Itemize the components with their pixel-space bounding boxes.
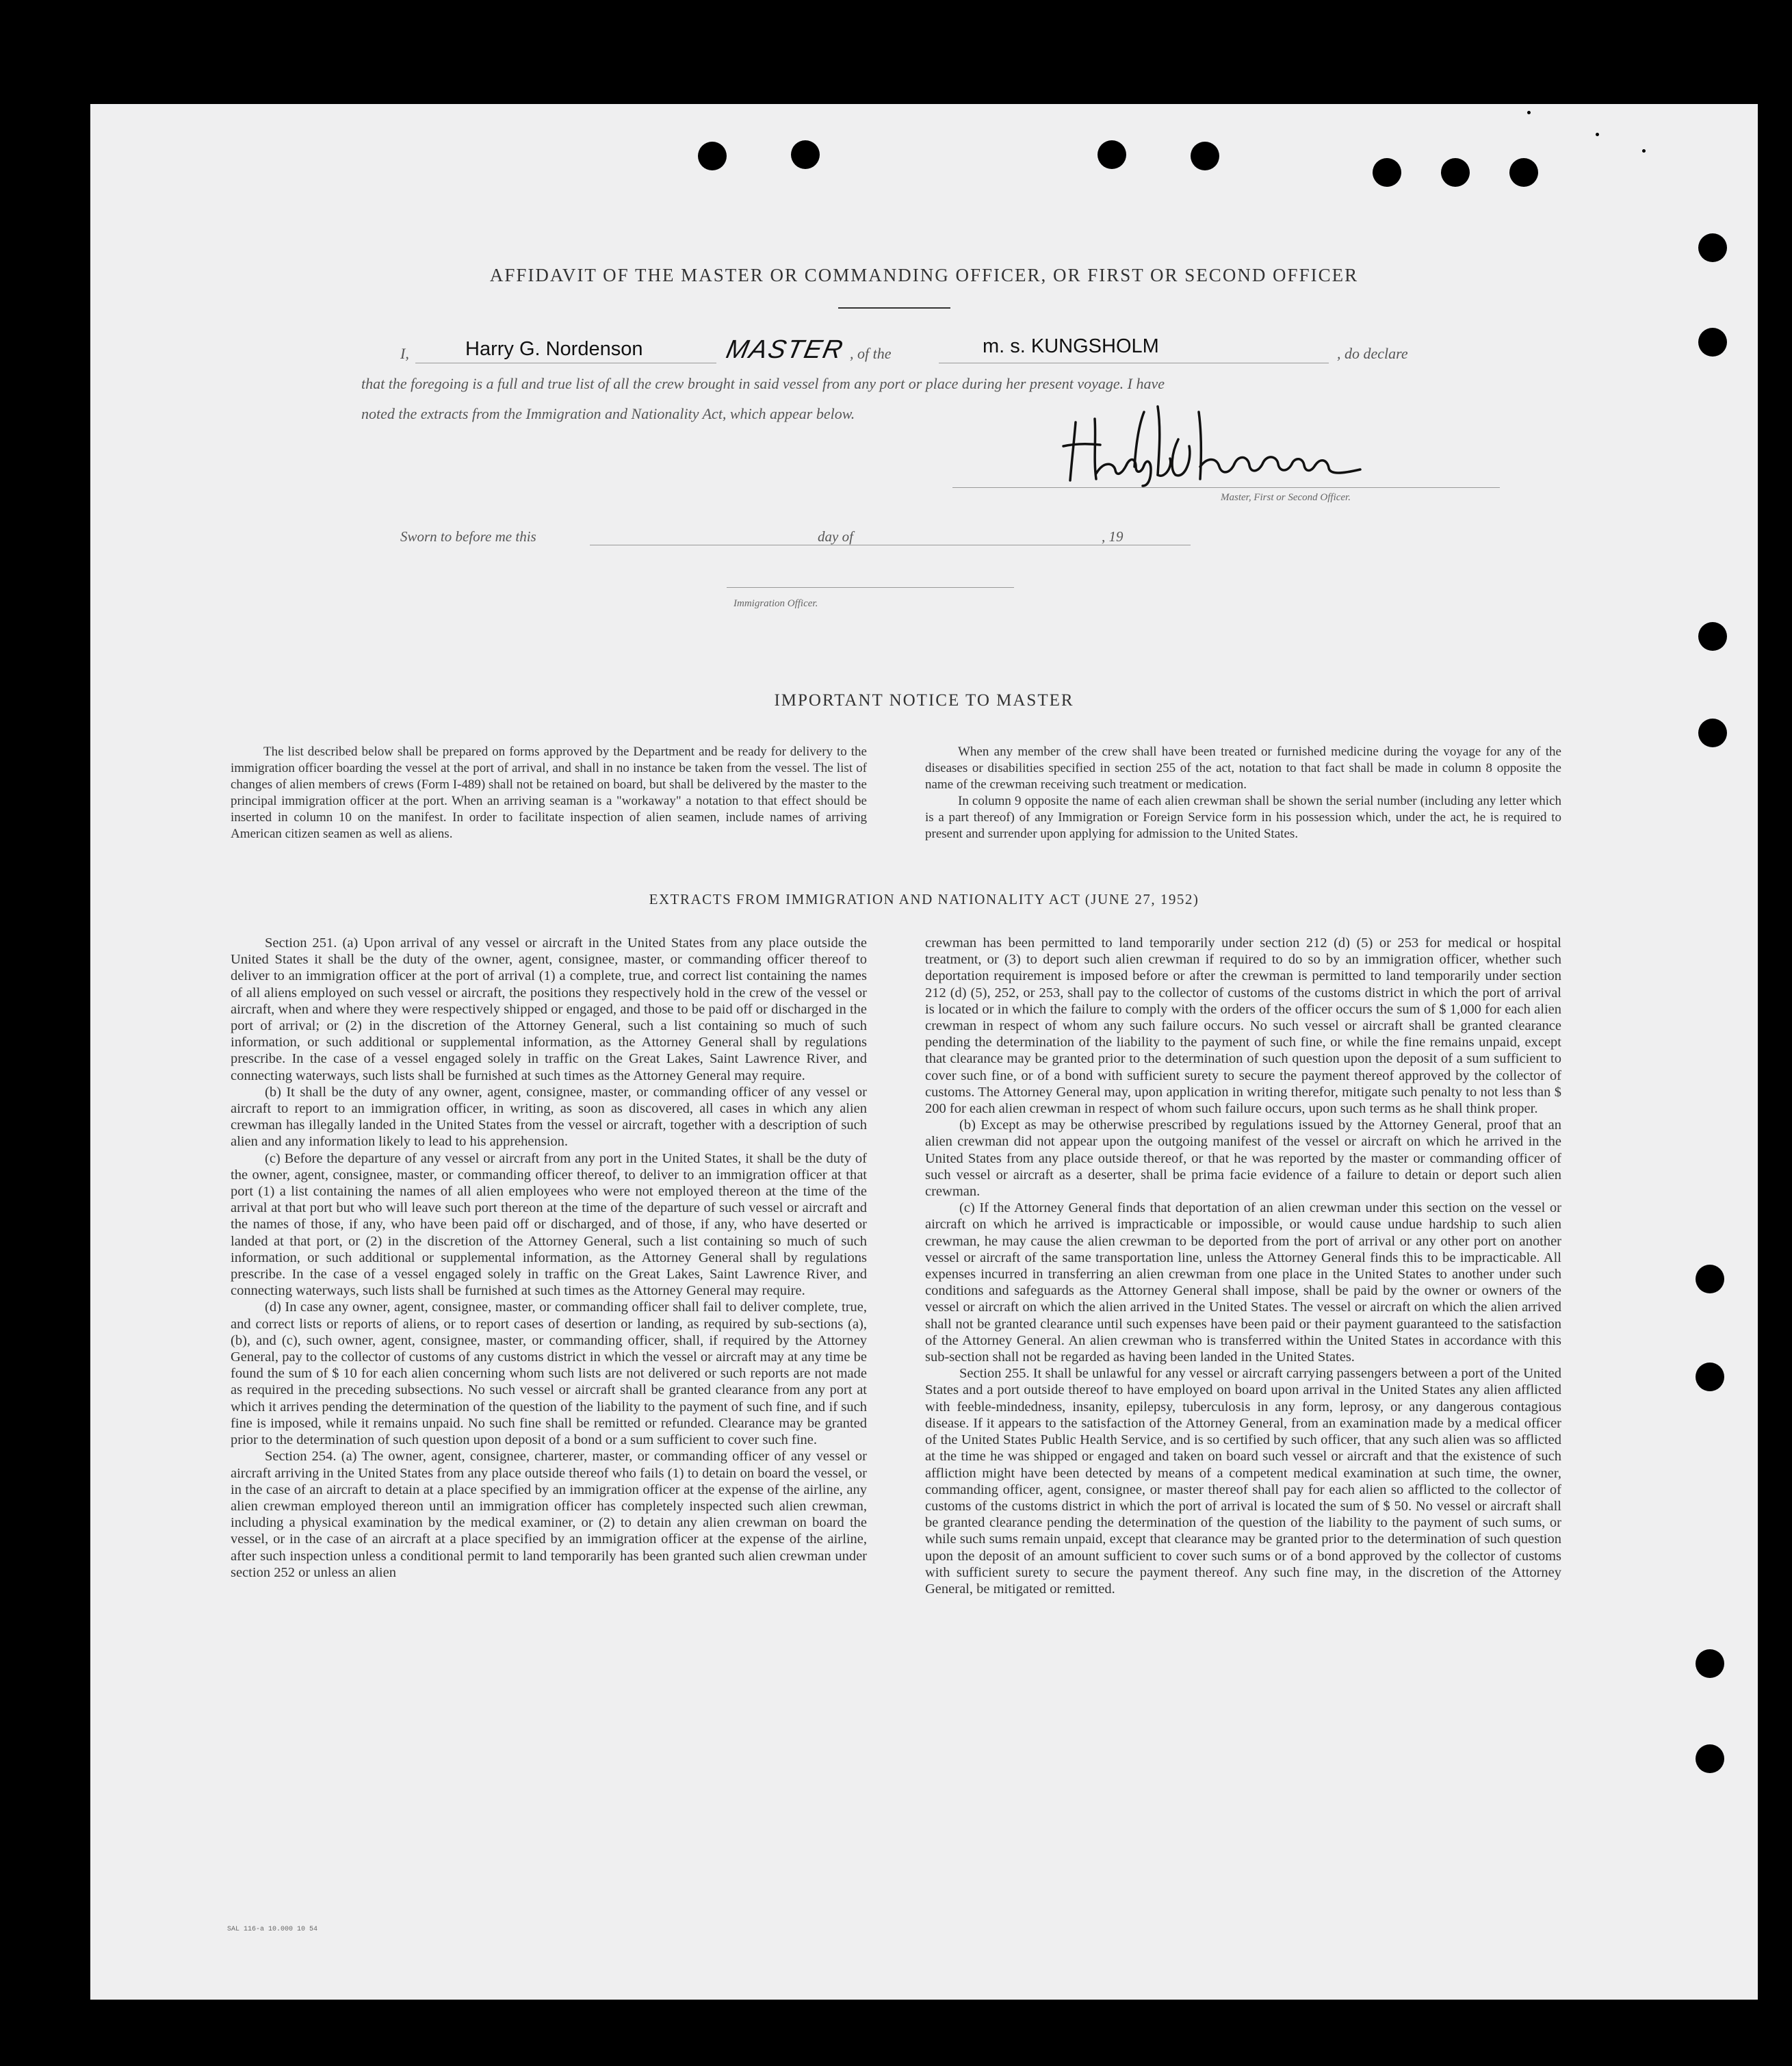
day-of-text: day of	[818, 528, 853, 545]
notice-paragraph: In column 9 opposite the name of each alien crewman shall be shown the serial number (including any letter which is a part thereof) of any Immigration or Foreign Service form in his possession which, under the act, he is required to present and surrender upon applying for admission to the United States.	[925, 794, 1561, 841]
title-rule	[838, 307, 950, 309]
punch-hole	[1698, 719, 1727, 747]
punch-hole	[1373, 158, 1401, 187]
punch-hole	[1698, 622, 1727, 651]
signer-caption: Master, First or Second Officer.	[1221, 492, 1351, 503]
affidavit-title: AFFIDAVIT OF THE MASTER OR COMMANDING OFFICER, OR FIRST OR SECOND OFFICER	[489, 265, 1359, 285]
extract-paragraph: Section 255. It shall be unlawful for any vessel or aircraft carrying passengers between a port of the United States and a port outside thereof to have employed on board upon arrival in the United States any alien afflicted with feeble-mindedness, insanity, epilepsy, tuberculosis in any form, leprosy, or any dangerous contagious disease. If it appears to the satisfaction of the Attorney General, from an examination made by a medical officer of the United States Public Health Service, and is so certified by such officer, that any such alien was so afflicted at the time he was shipped or engaged and taken on board such vessel or aircraft and that the existence of such affliction might have been detected by means of a competent medical examination at such time, the owner, commanding officer, agent, consignee, or master thereof shall pay for each alien so afflicted to the collector of customs of the customs district in which the port of arrival is located the sum of $ 50. No vessel or aircraft shall be granted clearance pending the determination of the question of the liability to the payment of such sums, or while such sums remain unpaid, except that clearance may be granted prior to the determination of such question upon the deposit of an amount sufficient to cover such sums or of a bond approved by the collector of customs with sufficient surety to secure the payment thereof. Any such fine may, in the discretion of the Attorney General, be mitigated or remitted.	[925, 1366, 1561, 1597]
extract-paragraph: (c) Before the departure of any vessel or aircraft from any port in the United States, it shall be the duty of the owner, agent, consignee, master, or commanding officer thereof, to deliver to an immigration officer at that port (1) a list containing the names of all alien employees who were not employed thereon at the time of the arrival at that port but who will leave such port thereon at the time of the departure of such vessel or aircraft and the names of those, if any, who have been paid off or discharged, and of those, if any, who have deserted or landed at that port, or (2) in the discretion of the Attorney General, such a list containing so much of such information, or such additional or supplemental information, as the Attorney General shall by regulations prescribe. In the case of a vessel engaged solely in traffic on the Great Lakes, Saint Lawrence River, and connecting waterways, such lists shall be furnished at such times as the Attorney General may require.	[231, 1150, 867, 1299]
notice-paragraph: The list described below shall be prepared on forms approved by the Department and be ready for delivery to the immigration officer boarding the vessel at the port of arrival, and shall in no instance be taken from the vessel. The list of changes of alien members of crews (Form I-489) shall not be retained on board, but shall be delivered by the master to the principal immigration officer at the port. When an arriving seaman is a "workaway" a notation to that effect should be inserted in column 10 on the manifest. In order to facilitate inspection of alien seamen, include names of arriving American citizen seamen as well as aliens.	[231, 745, 867, 841]
signature-line	[952, 487, 1500, 488]
extract-paragraph: (b) Except as may be otherwise prescribed by regulations issued by the Attorney General, proof that an alien crewman did not appear upon the outgoing manifest of the vessel or aircraft on which he arrived in the United States from any place outside thereof, or that he was reported by the master or commanding officer of such vessel or aircraft as a deserter, shall be prima facie evidence of a failure to detain or deport such alien crewman.	[925, 1118, 1561, 1200]
punch-hole	[1191, 142, 1219, 170]
extract-paragraph: crewman has been permitted to land temporarily under section 212 (d) (5) or 253 for medical or hospital treatment, or (3) to deport such alien crewman if required to do so by an immigration officer, whether such deportation requirement is imposed before or after the crewman is permitted to land temporarily under section 212 (d) (5), 252, or 253, shall pay to the collector of customs of the customs district in which the port of arrival is located or in which the failure to comply with the orders of the officer occurs the sum of $ 1,000 for each alien crewman in respect of whom any such failure occurs. No such vessel or aircraft shall be granted clearance pending the determination of the liability to the payment of such fine, or while the fine remains unpaid, except that clearance may be granted prior to the determination of such question upon the deposit of a sum sufficient to cover such fine, or of a bond with sufficient surety to secure the payment thereof approved by the collector of customs. The Attorney General may, upon application in writing therefor, mitigate such penalty to not less than $ 200 for each alien crewman in respect of whom such failure occurs, upon such terms as he shall think proper.	[925, 935, 1561, 1117]
vessel-name: m. s. KUNGSHOLM	[983, 335, 1159, 357]
immigration-officer-line	[727, 587, 1014, 588]
extracts-right-column	[925, 935, 1561, 1597]
speck	[1527, 111, 1531, 114]
extract-paragraph: (d) In case any owner, agent, consignee, master, or commanding officer shall fail to deliver complete, true, and correct lists or reports of aliens, or to report cases of desertion or landing, as required by sub-sections (a), (b), and (c), such owner, agent, consignee, master, or commanding officer, shall, if required by the Attorney General, pay to the collector of customs of any customs district in which the vessel or aircraft may at any time be found the sum of $ 10 for each alien concerning whom such lists are not delivered or such reports are not made as required in the preceding subsections. No such vessel or aircraft shall be granted clearance from any port at which it arrives pending the determination of the question of the liability to the payment of such fine, and if such fine is imposed, while it remains unpaid. No such fine shall be remitted or refunded. Clearance may be granted prior to the determination of such question upon deposit of a bond or a sum sufficient to cover such fine.	[231, 1300, 867, 1448]
punch-hole	[1696, 1363, 1724, 1391]
extract-paragraph: Section 254. (a) The owner, agent, consignee, charterer, master, or commanding officer of any vessel or aircraft arriving in the United States from any place outside thereof who fails (1) to detain on board the vessel, or in the case of an aircraft to detain at a place specified by an immigration officer at the expense of the airline, any alien crewman employed thereon until an immigration officer has completely inspected such alien crewman, including a physical examination by the medical examiner, or (2) to detain any alien crewman on board the vessel, or in the case of an aircraft at a place specified by an immigration officer at the expense of the airline, after such inspection unless a conditional permit to land temporarily has been granted such alien crewman under section 252 or unless an alien	[231, 1449, 867, 1580]
sworn-text: Sworn to before me this	[400, 528, 536, 545]
extract-paragraph: (c) If the Attorney General finds that deportation of an alien crewman under this section on the vessel or aircraft on which he arrived is impracticable or impossible, or would cause undue hardship to such alien crewman, he may cause the alien crewman to be deported from the port of arrival or any other port on another vessel or aircraft of the same transportation line, unless the Attorney General finds this to be impracticable. All expenses incurred in transferring an alien crewman from one place in the United States to another under such conditions and safeguards as the Attorney General shall impose, shall be paid by the owner or owners of the vessel or aircraft on which the alien arrived in the United States. The vessel or aircraft on which the alien arrived shall not be granted clearance until such expenses have been paid or their payment guaranteed to the satisfaction of the Attorney General. An alien crewman who is transferred within the United States in accordance with this sub-section shall not be regarded as having been landed in the United States.	[925, 1200, 1561, 1365]
punch-hole	[1441, 158, 1470, 187]
extracts-title: EXTRACTS FROM IMMIGRATION AND NATIONALITY ACT (JUNE 27, 1952)	[649, 891, 1199, 907]
notice-paragraph: When any member of the crew shall have been treated or furnished medicine during the voyage for any of the diseases or disabilities specified in section 255 of the act, notation to that fact shall be made in column 8 opposite the name of the crewman receiving such treatment or medication.	[925, 745, 1561, 792]
extracts-left-column	[231, 935, 867, 1581]
extract-paragraph: Section 251. (a) Upon arrival of any vessel or aircraft in the United States from any place outside the United States it shall be the duty of the owner, agent, consignee, master, or commanding officer thereof to deliver to an immigration officer at the port of arrival (1) a complete, true, and correct list containing the names of all aliens employed on such vessel or aircraft, the positions they respectively hold in the crew of the vessel or aircraft, when and where they were respectively shipped or engaged, and those to be paid off or discharged in the port of arrival; or (2) in the discretion of the Attorney General, such a list containing so much of such information, or such additional or supplemental information, as the Attorney General shall by regulations prescribe. In the case of a vessel engaged solely in traffic on the Great Lakes, Saint Lawrence River, and connecting waterways, such lists shall be furnished at such times as the Attorney General may require.	[231, 935, 867, 1083]
punch-hole	[1698, 328, 1727, 357]
declaration-line-2: that the foregoing is a full and true list of all the crew brought in said vessel from any port or place during her present voyage. I have	[361, 375, 1165, 392]
declaration-i: I,	[400, 345, 409, 362]
immigration-officer-caption: Immigration Officer.	[733, 598, 818, 609]
notice-right-column	[925, 744, 1561, 842]
punch-hole	[1098, 140, 1126, 169]
punch-hole	[1696, 1265, 1724, 1293]
declaration-of-the: , of the	[850, 345, 892, 362]
extract-paragraph: (b) It shall be the duty of any owner, agent, consignee, master, or commanding officer of any vessel or aircraft to report to an immigration officer, in writing, as soon as discovered, all cases in which any alien crewman has illegally landed in the United States from the vessel or aircraft, together with a description of such alien and any information likely to lead to his apprehension.	[231, 1084, 867, 1150]
punch-hole	[1698, 233, 1727, 262]
document-page	[90, 104, 1758, 2000]
punch-hole	[1696, 1744, 1724, 1773]
punch-hole	[1509, 158, 1538, 187]
form-number: SAL 116-a 10.000 10 54	[227, 1926, 318, 1933]
punch-hole	[1696, 1649, 1724, 1678]
master-name: Harry G. Nordenson	[465, 338, 643, 360]
punch-hole	[791, 140, 820, 169]
master-rank: MASTER	[723, 335, 846, 364]
speck	[1642, 149, 1646, 153]
notice-title: IMPORTANT NOTICE TO MASTER	[774, 691, 1074, 710]
notice-left-column	[231, 744, 867, 842]
declaration-do-declare: , do declare	[1337, 345, 1408, 362]
year-text: , 19	[1102, 528, 1124, 545]
punch-hole	[698, 142, 727, 170]
speck	[1596, 133, 1599, 136]
declaration-line-3: noted the extracts from the Immigration and Nationality Act, which appear below.	[361, 405, 855, 422]
master-signature	[1055, 398, 1370, 487]
